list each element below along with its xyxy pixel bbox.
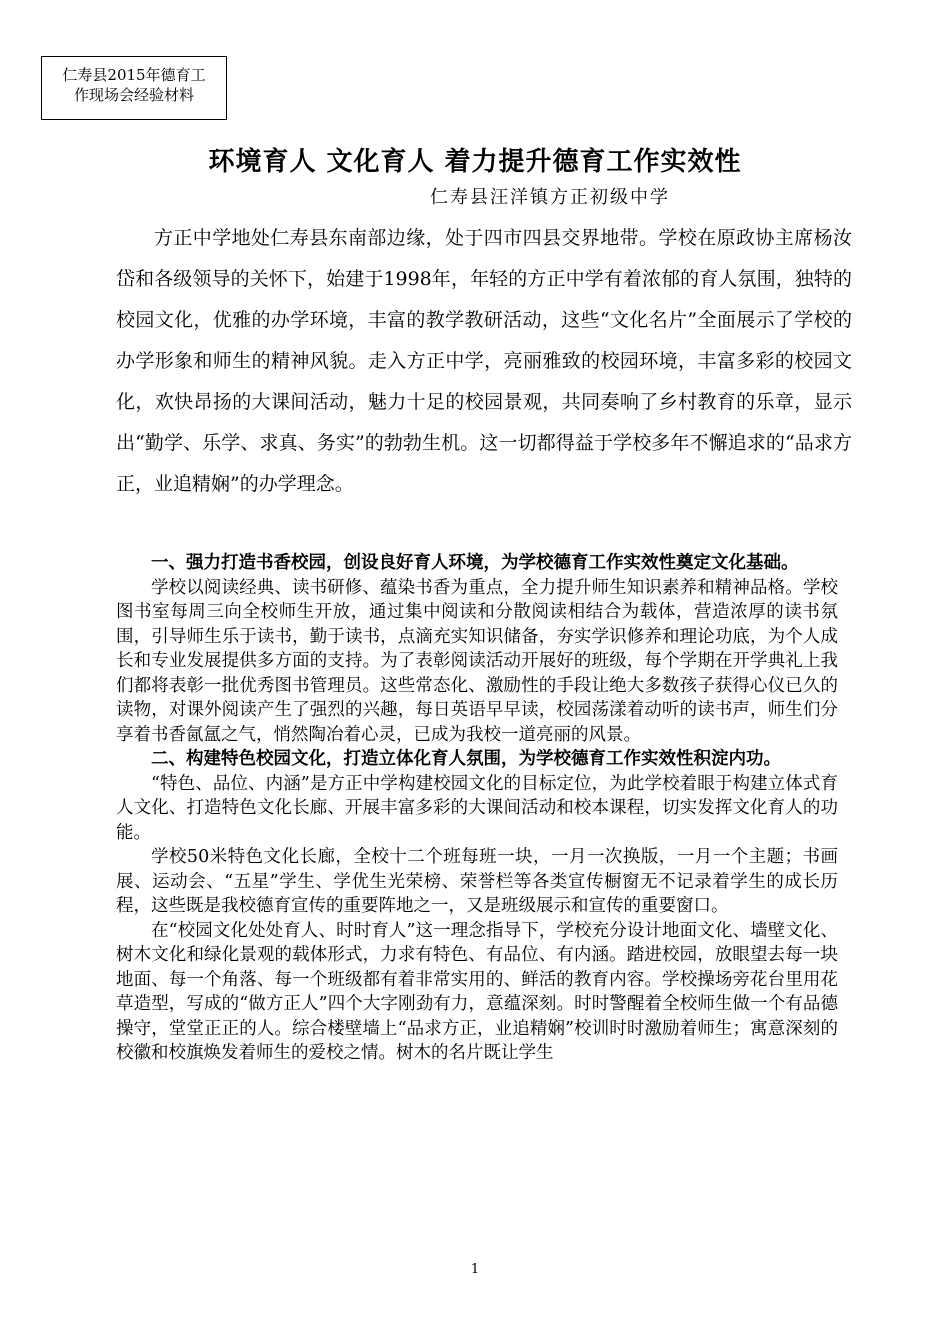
document-author: 仁寿县汪洋镇方正初级中学 <box>430 187 670 208</box>
page-number: 1 <box>470 1262 480 1277</box>
label-line-2: 作现场会经验材料 <box>73 86 194 104</box>
section-2-paragraph-3: 在“校园文化处处育人、时时育人”这一理念指导下，学校充分设计地面文化、墙壁文化、树木文化和绿化景观的载体形式，力求有特色、有品位、有内涵。踏进校园，放眼望去每一块地面、每一个角落、每一个班级都有着非常实用的、鲜活的教育内容。学校操场旁花台里用花草造型，写成的“做方正人”四个大字刚劲有力，意蕴深刻。时时警醒着全校师生做一个有品德操守，堂堂正正的人。综合楼壁墙上“品求方正，业追精娴”校训时时激励着师生；寓意深刻的校徽和校旗焕发着师生的爱校之情。树木的名片既让学生 <box>116 920 838 1063</box>
section-1-heading: 一、强力打造书香校园，创设良好育人环境，为学校德育工作实效性奠定文化基础。 <box>151 553 799 573</box>
document-label-box <box>41 56 227 120</box>
section-2-paragraph-2: 学校50米特色文化长廊，全校十二个班每班一块，一月一次换版，一月一个主题；书画展、运动会、“五星”学生、学优生光荣榜、荣誉栏等各类宣传橱窗无不记录着学生的成长历程，这些既是我校德育宣传的重要阵地之一，又是班级展示和宣传的重要窗口。 <box>116 847 838 916</box>
label-line-1: 仁寿县2015年德育工 <box>62 66 206 84</box>
intro-paragraph: 方正中学地处仁寿县东南部边缘，处于四市四县交界地带。学校在原政协主席杨汝岱和各级领导的关怀下，始建于1998年，年轻的方正中学有着浓郁的育人氛围，独特的校园文化，优雅的办学环境，丰富的教学教研活动，这些“文化名片”全面展示了学校的办学形象和师生的精神风貌。走入方正中学，亮丽雅致的校园环境，丰富多彩的校园文化，欢快昂扬的大课间活动，魅力十足的校园景观，共同奏响了乡村教育的乐章，显示出“勤学、乐学、求真、务实”的勃勃生机。这一切都得益于学校多年不懈追求的“品求方正，业追精娴”的办学理念。 <box>116 227 852 495</box>
section-2-heading: 二、构建特色校园文化，打造立体化育人氛围，为学校德育工作实效性积淀内功。 <box>151 749 781 769</box>
section-1-paragraph-1: 学校以阅读经典、读书研修、蕴染书香为重点，全力提升师生知识素养和精神品格。学校图书室每周三向全校师生开放，通过集中阅读和分散阅读相结合为载体，营造浓厚的读书氛围，引导师生乐于读书，勤于读书，点滴充实知识储备，夯实学识修养和理论功底，为个人成长和专业发展提供多方面的支持。为了表彰阅读活动开展好的班级，每个学期在开学典礼上我们都将表彰一批优秀图书管理员。这些常态化、激励性的手段让绝大多数孩子获得心仪已久的读物，对课外阅读产生了强烈的兴趣，每日英语早早读，校园荡漾着动听的读书声，师生们分享着书香氤氲之气，悄然陶冶着心灵，已成为我校一道亮丽的风景。 <box>116 577 838 745</box>
document-body <box>116 551 838 1066</box>
section-2-paragraph-1: “特色、品位、内涵”是方正中学构建校园文化的目标定位，为此学校着眼于构建立体式育人文化、打造特色文化长廊、开展丰富多彩的大课间活动和校本课程，切实发挥文化育人的功能。 <box>116 773 838 843</box>
document-title: 环境育人 文化育人 着力提升德育工作实效性 <box>208 147 742 177</box>
